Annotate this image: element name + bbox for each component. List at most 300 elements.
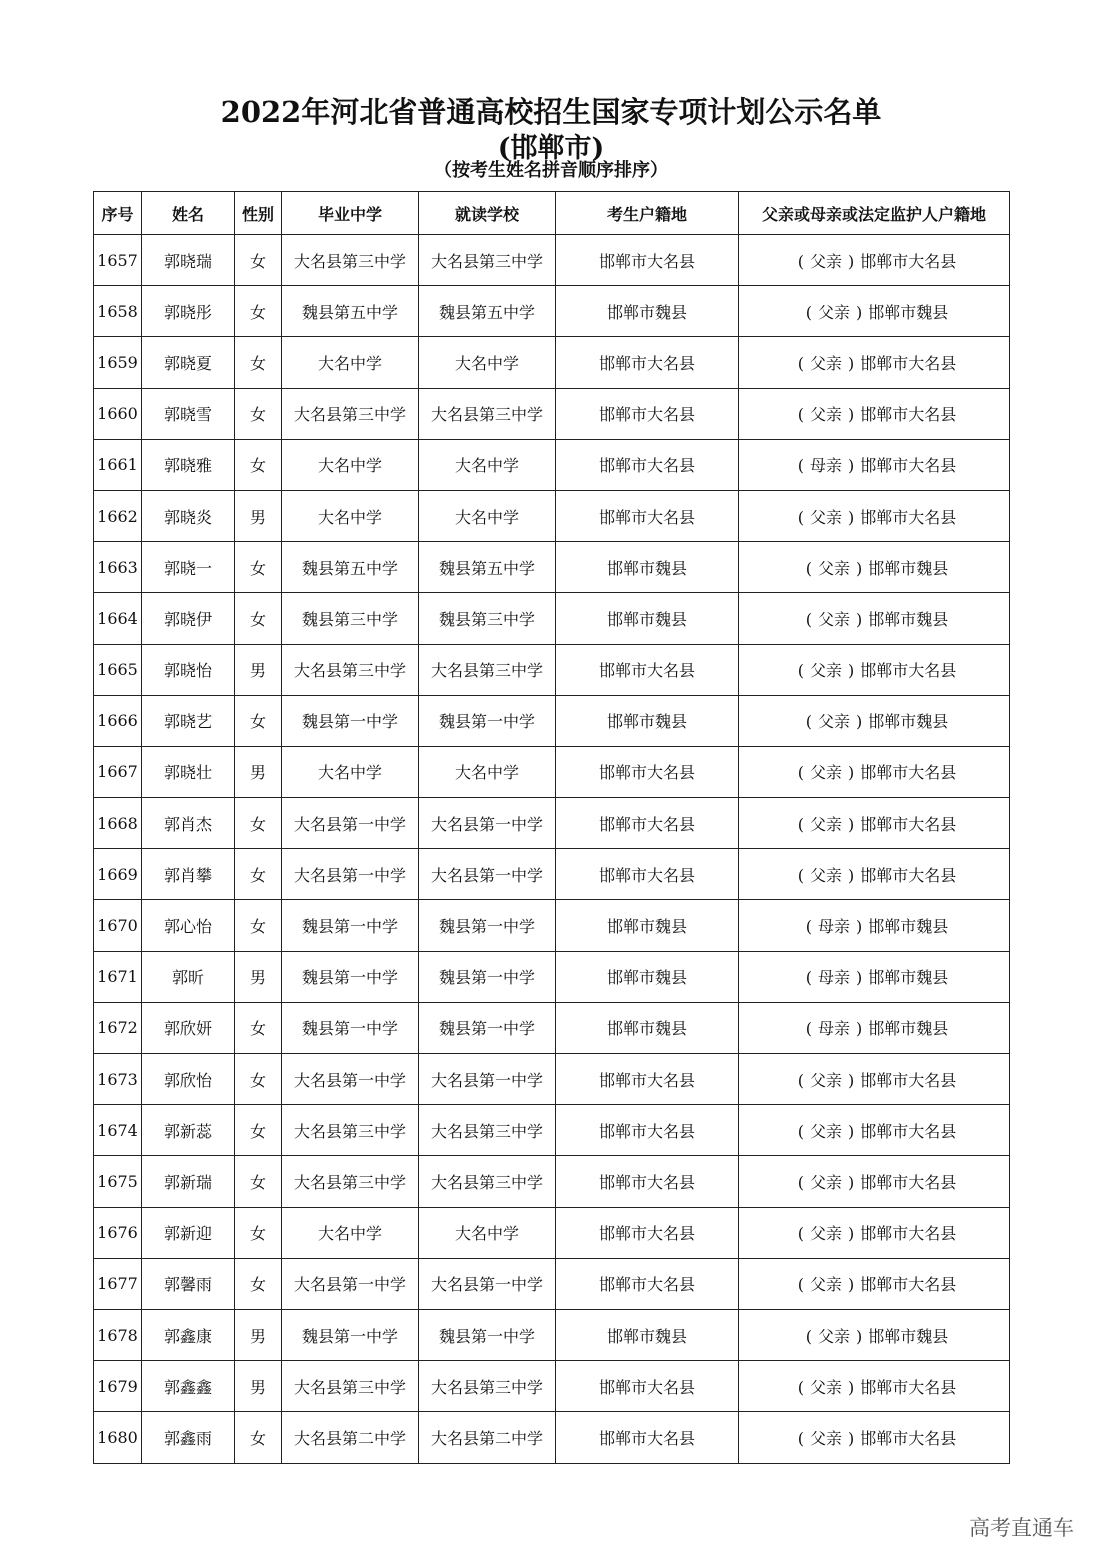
cell-gender: 男 (235, 1361, 282, 1412)
guardian-relation: 父亲 (817, 712, 850, 732)
cell-grad-school: 大名县第一中学 (282, 1258, 419, 1309)
cell-grad-school: 魏县第一中学 (282, 695, 419, 746)
cell-guardian-household (739, 849, 1010, 900)
table-row (94, 388, 1010, 439)
open-paren: ( (805, 558, 812, 578)
cell-guardian-household (739, 1156, 1010, 1207)
cell-current-school: 大名中学 (419, 337, 556, 388)
cell-current-school: 大名中学 (419, 439, 556, 490)
guardian-relation: 父亲 (809, 661, 842, 681)
close-paren: ) (848, 661, 855, 681)
guardian-relation: 父亲 (809, 1224, 842, 1244)
cell-no: 1673 (94, 1054, 142, 1105)
close-paren: ) (848, 865, 855, 885)
cell-name: 郭心怡 (142, 900, 235, 951)
close-paren: ) (848, 1377, 855, 1397)
cell-household: 邯郸市魏县 (556, 900, 739, 951)
cell-household: 邯郸市魏县 (556, 286, 739, 337)
cell-guardian-household (739, 1054, 1010, 1105)
cell-name: 郭鑫康 (142, 1309, 235, 1360)
cell-no: 1676 (94, 1207, 142, 1258)
table-row (94, 542, 1010, 593)
cell-household: 邯郸市大名县 (556, 1054, 739, 1105)
cell-guardian-household (739, 1002, 1010, 1053)
cell-gender: 女 (235, 337, 282, 388)
table-row (94, 1258, 1010, 1309)
column-header-guardian-household: 父亲或母亲或法定监护人户籍地 (739, 192, 1010, 235)
guardian-household: 邯郸市魏县 (868, 302, 949, 322)
cell-no: 1658 (94, 286, 142, 337)
cell-grad-school: 大名县第一中学 (282, 849, 419, 900)
table-row (94, 337, 1010, 388)
cell-no: 1669 (94, 849, 142, 900)
table-row (94, 1054, 1010, 1105)
guardian-household: 邯郸市魏县 (868, 968, 949, 988)
cell-no: 1671 (94, 951, 142, 1002)
open-paren: ( (797, 814, 804, 834)
cell-household: 邯郸市大名县 (556, 1412, 739, 1463)
cell-grad-school: 大名中学 (282, 439, 419, 490)
close-paren: ) (848, 353, 855, 373)
cell-guardian-household (739, 746, 1010, 797)
cell-name: 郭晓炎 (142, 490, 235, 541)
cell-no: 1657 (94, 235, 142, 286)
guardian-relation: 父亲 (809, 1172, 842, 1192)
open-paren: ( (797, 1224, 804, 1244)
cell-grad-school: 大名县第三中学 (282, 1156, 419, 1207)
guardian-household: 邯郸市大名县 (860, 1070, 957, 1090)
admission-roster-table (93, 191, 1010, 1464)
cell-gender: 女 (235, 1105, 282, 1156)
open-paren: ( (797, 865, 804, 885)
cell-gender: 女 (235, 1412, 282, 1463)
cell-household: 邯郸市魏县 (556, 542, 739, 593)
cell-gender: 女 (235, 900, 282, 951)
close-paren: ) (848, 1121, 855, 1141)
cell-current-school: 大名中学 (419, 746, 556, 797)
cell-name: 郭晓夏 (142, 337, 235, 388)
table-row (94, 1361, 1010, 1412)
cell-name: 郭晓一 (142, 542, 235, 593)
cell-no: 1664 (94, 593, 142, 644)
cell-name: 郭肖攀 (142, 849, 235, 900)
cell-no: 1670 (94, 900, 142, 951)
cell-guardian-household (739, 1361, 1010, 1412)
column-header-current-school: 就读学校 (419, 192, 556, 235)
cell-household: 邯郸市大名县 (556, 644, 739, 695)
cell-guardian-household (739, 798, 1010, 849)
cell-household: 邯郸市大名县 (556, 1105, 739, 1156)
open-paren: ( (797, 763, 804, 783)
cell-no: 1679 (94, 1361, 142, 1412)
cell-gender: 男 (235, 746, 282, 797)
cell-name: 郭昕 (142, 951, 235, 1002)
guardian-relation: 母亲 (817, 917, 850, 937)
cell-name: 郭新迎 (142, 1207, 235, 1258)
cell-grad-school: 大名县第一中学 (282, 798, 419, 849)
cell-household: 邯郸市大名县 (556, 388, 739, 439)
guardian-household: 邯郸市魏县 (868, 712, 949, 732)
cell-no: 1674 (94, 1105, 142, 1156)
cell-household: 邯郸市大名县 (556, 1207, 739, 1258)
close-paren: ) (856, 968, 863, 988)
open-paren: ( (797, 405, 804, 425)
cell-name: 郭鑫雨 (142, 1412, 235, 1463)
cell-gender: 女 (235, 798, 282, 849)
cell-name: 郭晓艺 (142, 695, 235, 746)
guardian-household: 邯郸市大名县 (860, 353, 957, 373)
cell-gender: 男 (235, 644, 282, 695)
cell-name: 郭晓怡 (142, 644, 235, 695)
cell-no: 1666 (94, 695, 142, 746)
cell-name: 郭肖杰 (142, 798, 235, 849)
open-paren: ( (805, 712, 812, 732)
open-paren: ( (797, 1377, 804, 1397)
cell-current-school: 魏县第一中学 (419, 1309, 556, 1360)
cell-name: 郭鑫鑫 (142, 1361, 235, 1412)
open-paren: ( (805, 1326, 812, 1346)
cell-current-school: 大名县第三中学 (419, 1105, 556, 1156)
close-paren: ) (848, 456, 855, 476)
guardian-relation: 父亲 (809, 763, 842, 783)
open-paren: ( (797, 353, 804, 373)
cell-name: 郭晓壮 (142, 746, 235, 797)
cell-grad-school: 大名县第二中学 (282, 1412, 419, 1463)
column-header-grad-school: 毕业中学 (282, 192, 419, 235)
cell-grad-school: 大名中学 (282, 490, 419, 541)
table-row (94, 235, 1010, 286)
cell-grad-school: 大名中学 (282, 746, 419, 797)
cell-guardian-household (739, 1412, 1010, 1463)
cell-guardian-household (739, 337, 1010, 388)
cell-household: 邯郸市魏县 (556, 951, 739, 1002)
guardian-household: 邯郸市大名县 (860, 1377, 957, 1397)
cell-grad-school: 大名中学 (282, 1207, 419, 1258)
cell-household: 邯郸市大名县 (556, 798, 739, 849)
cell-gender: 女 (235, 235, 282, 286)
cell-gender: 男 (235, 951, 282, 1002)
cell-no: 1660 (94, 388, 142, 439)
open-paren: ( (797, 1070, 804, 1090)
guardian-household: 邯郸市魏县 (868, 917, 949, 937)
table-row (94, 1207, 1010, 1258)
cell-gender: 女 (235, 695, 282, 746)
guardian-household: 邯郸市大名县 (860, 405, 957, 425)
guardian-household: 邯郸市大名县 (860, 661, 957, 681)
close-paren: ) (856, 1326, 863, 1346)
cell-grad-school: 大名县第三中学 (282, 1361, 419, 1412)
guardian-household: 邯郸市魏县 (868, 609, 949, 629)
cell-no: 1672 (94, 1002, 142, 1053)
cell-current-school: 魏县第一中学 (419, 695, 556, 746)
guardian-household: 邯郸市大名县 (860, 456, 957, 476)
cell-household: 邯郸市魏县 (556, 1002, 739, 1053)
cell-household: 邯郸市大名县 (556, 235, 739, 286)
guardian-relation: 父亲 (809, 507, 842, 527)
cell-household: 邯郸市大名县 (556, 1361, 739, 1412)
cell-current-school: 大名县第二中学 (419, 1412, 556, 1463)
cell-name: 郭馨雨 (142, 1258, 235, 1309)
guardian-relation: 父亲 (809, 353, 842, 373)
guardian-relation: 父亲 (809, 865, 842, 885)
cell-grad-school: 魏县第三中学 (282, 593, 419, 644)
open-paren: ( (797, 1121, 804, 1141)
cell-guardian-household (739, 900, 1010, 951)
cell-guardian-household (739, 1105, 1010, 1156)
guardian-household: 邯郸市魏县 (868, 1326, 949, 1346)
cell-household: 邯郸市大名县 (556, 490, 739, 541)
cell-grad-school: 魏县第一中学 (282, 1002, 419, 1053)
cell-current-school: 魏县第三中学 (419, 593, 556, 644)
close-paren: ) (848, 251, 855, 271)
close-paren: ) (856, 558, 863, 578)
close-paren: ) (856, 609, 863, 629)
guardian-household: 邯郸市大名县 (860, 507, 957, 527)
cell-grad-school: 大名县第三中学 (282, 1105, 419, 1156)
cell-no: 1668 (94, 798, 142, 849)
cell-name: 郭晓雪 (142, 388, 235, 439)
close-paren: ) (848, 1275, 855, 1295)
cell-grad-school: 魏县第一中学 (282, 900, 419, 951)
cell-grad-school: 魏县第一中学 (282, 1309, 419, 1360)
guardian-household: 邯郸市大名县 (860, 1121, 957, 1141)
open-paren: ( (797, 1428, 804, 1448)
cell-guardian-household (739, 235, 1010, 286)
close-paren: ) (856, 712, 863, 732)
cell-name: 郭晓彤 (142, 286, 235, 337)
close-paren: ) (848, 1224, 855, 1244)
table-row (94, 644, 1010, 695)
guardian-household: 邯郸市大名县 (860, 814, 957, 834)
cell-no: 1667 (94, 746, 142, 797)
cell-grad-school: 大名县第三中学 (282, 235, 419, 286)
cell-grad-school: 大名中学 (282, 337, 419, 388)
cell-current-school: 大名县第三中学 (419, 235, 556, 286)
cell-grad-school: 大名县第三中学 (282, 644, 419, 695)
cell-household: 邯郸市大名县 (556, 439, 739, 490)
table-row (94, 490, 1010, 541)
close-paren: ) (848, 1070, 855, 1090)
cell-name: 郭欣怡 (142, 1054, 235, 1105)
close-paren: ) (848, 507, 855, 527)
cell-gender: 女 (235, 593, 282, 644)
cell-no: 1677 (94, 1258, 142, 1309)
cell-name: 郭晓瑞 (142, 235, 235, 286)
cell-current-school: 魏县第五中学 (419, 542, 556, 593)
cell-no: 1680 (94, 1412, 142, 1463)
guardian-household: 邯郸市大名县 (860, 763, 957, 783)
table-row (94, 1156, 1010, 1207)
close-paren: ) (848, 814, 855, 834)
cell-household: 邯郸市大名县 (556, 1258, 739, 1309)
cell-guardian-household (739, 695, 1010, 746)
cell-current-school: 魏县第一中学 (419, 1002, 556, 1053)
cell-gender: 女 (235, 542, 282, 593)
cell-current-school: 大名县第三中学 (419, 1156, 556, 1207)
cell-current-school: 魏县第五中学 (419, 286, 556, 337)
cell-gender: 女 (235, 1156, 282, 1207)
cell-grad-school: 魏县第一中学 (282, 951, 419, 1002)
page-title: 2022年河北省普通高校招生国家专项计划公示名单 (220, 95, 882, 129)
cell-current-school: 魏县第一中学 (419, 951, 556, 1002)
cell-guardian-household (739, 388, 1010, 439)
cell-household: 邯郸市大名县 (556, 746, 739, 797)
cell-current-school: 大名中学 (419, 490, 556, 541)
cell-guardian-household (739, 951, 1010, 1002)
table-body (94, 235, 1010, 1464)
table-row (94, 1309, 1010, 1360)
cell-gender: 女 (235, 439, 282, 490)
close-paren: ) (848, 405, 855, 425)
close-paren: ) (848, 763, 855, 783)
cell-household: 邯郸市大名县 (556, 849, 739, 900)
cell-gender: 女 (235, 286, 282, 337)
cell-guardian-household (739, 1207, 1010, 1258)
close-paren: ) (848, 1172, 855, 1192)
cell-grad-school: 魏县第五中学 (282, 542, 419, 593)
guardian-relation: 父亲 (809, 251, 842, 271)
guardian-relation: 父亲 (809, 1275, 842, 1295)
cell-guardian-household (739, 1258, 1010, 1309)
open-paren: ( (797, 507, 804, 527)
cell-current-school: 大名县第三中学 (419, 388, 556, 439)
guardian-relation: 父亲 (817, 302, 850, 322)
guardian-relation: 父亲 (817, 609, 850, 629)
open-paren: ( (805, 968, 812, 988)
table-row (94, 439, 1010, 490)
cell-grad-school: 大名县第三中学 (282, 388, 419, 439)
table-row (94, 798, 1010, 849)
table-row (94, 593, 1010, 644)
column-header-no: 序号 (94, 192, 142, 235)
cell-gender: 女 (235, 1002, 282, 1053)
cell-gender: 男 (235, 490, 282, 541)
guardian-household: 邯郸市大名县 (860, 1275, 957, 1295)
open-paren: ( (805, 302, 812, 322)
guardian-household: 邯郸市大名县 (860, 1172, 957, 1192)
table-row (94, 286, 1010, 337)
cell-guardian-household (739, 286, 1010, 337)
cell-current-school: 大名县第三中学 (419, 1361, 556, 1412)
close-paren: ) (856, 917, 863, 937)
guardian-household: 邯郸市大名县 (860, 1224, 957, 1244)
guardian-relation: 父亲 (809, 814, 842, 834)
open-paren: ( (797, 456, 804, 476)
cell-name: 郭新蕊 (142, 1105, 235, 1156)
guardian-household: 邯郸市魏县 (868, 558, 949, 578)
table-row (94, 746, 1010, 797)
cell-current-school: 大名县第一中学 (419, 1054, 556, 1105)
cell-guardian-household (739, 644, 1010, 695)
table-row (94, 1105, 1010, 1156)
cell-grad-school: 大名县第一中学 (282, 1054, 419, 1105)
guardian-relation: 父亲 (809, 1428, 842, 1448)
close-paren: ) (848, 1428, 855, 1448)
cell-household: 邯郸市魏县 (556, 593, 739, 644)
cell-current-school: 大名县第一中学 (419, 798, 556, 849)
close-paren: ) (856, 302, 863, 322)
table-row (94, 695, 1010, 746)
guardian-household: 邯郸市大名县 (860, 251, 957, 271)
guardian-relation: 父亲 (809, 1377, 842, 1397)
guardian-household: 邯郸市大名县 (860, 865, 957, 885)
table-row (94, 951, 1010, 1002)
cell-guardian-household (739, 593, 1010, 644)
open-paren: ( (797, 1275, 804, 1295)
cell-no: 1659 (94, 337, 142, 388)
guardian-relation: 母亲 (809, 456, 842, 476)
cell-guardian-household (739, 490, 1010, 541)
cell-household: 邯郸市大名县 (556, 1156, 739, 1207)
column-header-household: 考生户籍地 (556, 192, 739, 235)
table-row (94, 1412, 1010, 1463)
guardian-relation: 父亲 (809, 405, 842, 425)
cell-current-school: 魏县第一中学 (419, 900, 556, 951)
open-paren: ( (797, 661, 804, 681)
cell-no: 1675 (94, 1156, 142, 1207)
cell-current-school: 大名中学 (419, 1207, 556, 1258)
cell-household: 邯郸市魏县 (556, 1309, 739, 1360)
table-row (94, 900, 1010, 951)
table-row (94, 1002, 1010, 1053)
cell-grad-school: 魏县第五中学 (282, 286, 419, 337)
open-paren: ( (805, 1019, 812, 1039)
column-header-name: 姓名 (142, 192, 235, 235)
guardian-household: 邯郸市魏县 (868, 1019, 949, 1039)
sort-note: （按考生姓名拼音顺序排序） (434, 160, 668, 181)
guardian-household: 邯郸市大名县 (860, 1428, 957, 1448)
cell-gender: 男 (235, 1309, 282, 1360)
page-subtitle-city: (邯郸市) (497, 133, 605, 164)
open-paren: ( (797, 251, 804, 271)
cell-no: 1661 (94, 439, 142, 490)
table-header-row (94, 192, 1010, 235)
cell-gender: 女 (235, 1258, 282, 1309)
open-paren: ( (805, 917, 812, 937)
cell-gender: 女 (235, 1054, 282, 1105)
guardian-relation: 母亲 (817, 968, 850, 988)
cell-name: 郭晓雅 (142, 439, 235, 490)
guardian-relation: 父亲 (809, 1121, 842, 1141)
cell-household: 邯郸市魏县 (556, 695, 739, 746)
cell-guardian-household (739, 1309, 1010, 1360)
guardian-relation: 父亲 (817, 558, 850, 578)
guardian-relation: 父亲 (809, 1070, 842, 1090)
cell-no: 1663 (94, 542, 142, 593)
guardian-relation: 父亲 (817, 1326, 850, 1346)
cell-current-school: 大名县第三中学 (419, 644, 556, 695)
open-paren: ( (797, 1172, 804, 1192)
cell-no: 1665 (94, 644, 142, 695)
column-header-gender: 性别 (235, 192, 282, 235)
cell-name: 郭欣妍 (142, 1002, 235, 1053)
table-row (94, 849, 1010, 900)
cell-current-school: 大名县第一中学 (419, 849, 556, 900)
cell-name: 郭新瑞 (142, 1156, 235, 1207)
cell-guardian-household (739, 542, 1010, 593)
cell-no: 1678 (94, 1309, 142, 1360)
cell-current-school: 大名县第一中学 (419, 1258, 556, 1309)
cell-gender: 女 (235, 1207, 282, 1258)
close-paren: ) (856, 1019, 863, 1039)
cell-name: 郭晓伊 (142, 593, 235, 644)
open-paren: ( (805, 609, 812, 629)
cell-guardian-household (739, 439, 1010, 490)
cell-household: 邯郸市大名县 (556, 337, 739, 388)
cell-gender: 女 (235, 388, 282, 439)
cell-no: 1662 (94, 490, 142, 541)
guardian-relation: 母亲 (817, 1019, 850, 1039)
